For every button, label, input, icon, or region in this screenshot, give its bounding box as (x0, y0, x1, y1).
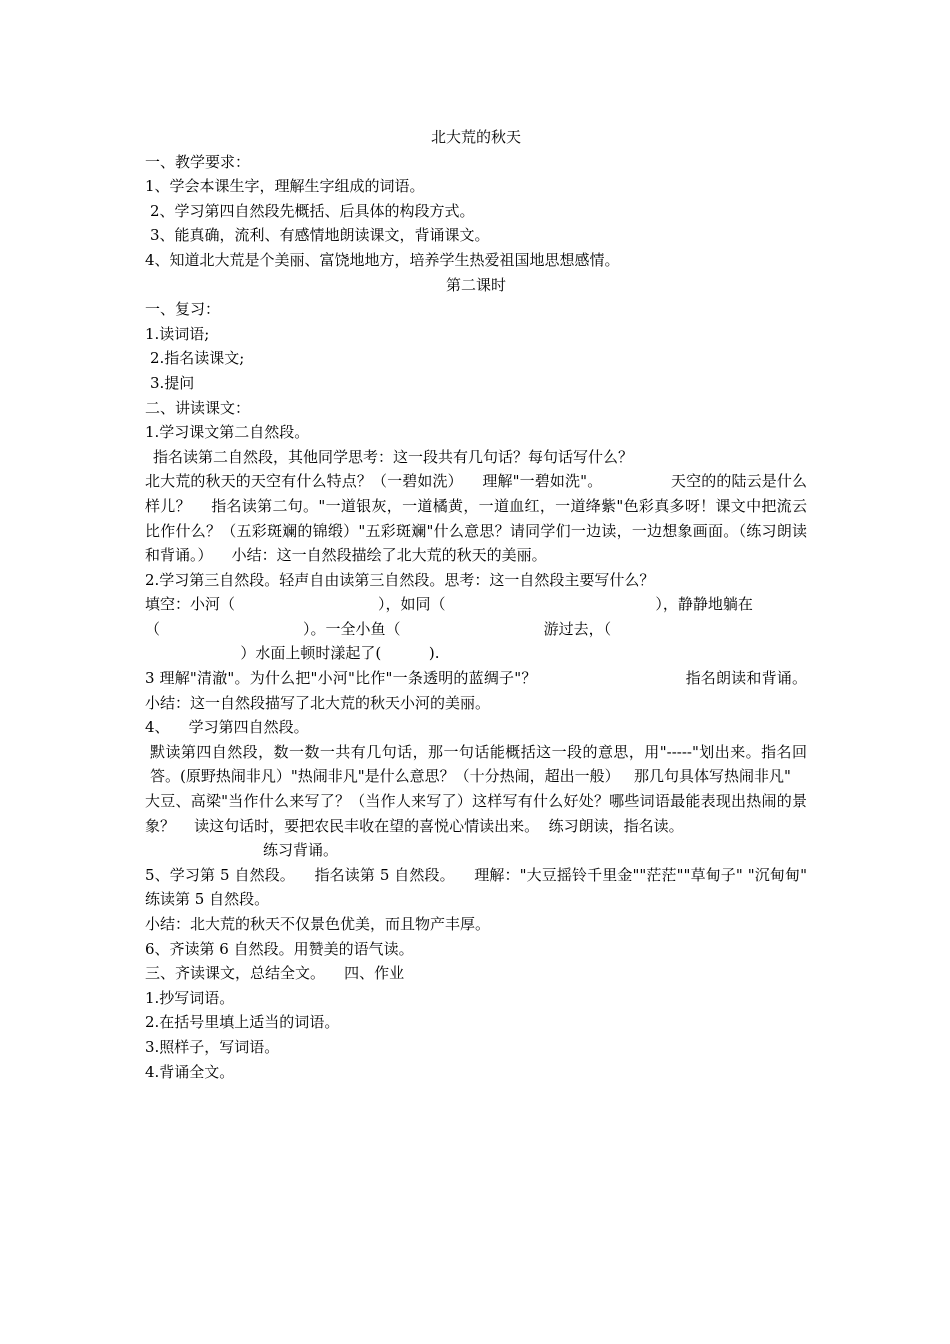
section-heading-explain: 二、讲读课文： (145, 398, 251, 417)
requirement-4: 4、知道北大荒是个美丽、富饶地地方，培养学生热爱祖国地思想感情。 (145, 250, 620, 269)
paragraph3-fill-line-2: （ ）。一全小鱼（ 游过去，（ (145, 619, 612, 638)
document-title: 北大荒的秋天 (430, 128, 521, 146)
paragraph3-fill-line-3: ）水面上顿时漾起了( ). (145, 644, 440, 663)
requirement-3: 3、能真确，流利、有感情地朗读课文，背诵课文。 (150, 226, 490, 245)
paragraph2-question: 指名读第二自然段，其他同学思考：这一段共有几句话？每句话写什么？ (153, 447, 634, 466)
paragraph3-fill-line-1: 填空：小河（ ），如同（ ），静静地躺在 (145, 595, 753, 614)
paragraph6-line: 6、齐读第 6 自然段。用赞美的语气读。 (145, 939, 414, 958)
paragraph3-understand: 3 理解"清澈"。为什么把"小河"比作"一条透明的蓝绸子"？ 指名朗读和背诵。 小结：这一自然段描写了北大荒的秋天小河的美丽。 (145, 669, 827, 712)
paragraph3-heading: 2.学习第三自然段。轻声自由读第三自然段。思考：这一自然段主要写什么？ (145, 570, 655, 589)
paragraph2-body: 北大荒的秋天的天空有什么特点？（一碧如洗） 理解"一碧如洗"。 天空的的陆云是什么样儿？ 指名读第二句。"一道银灰，一道橘黄，一道血红，一道绛紫"色彩真多呀！课文中把流云比作什么？（五彩斑斓的锦缎）"五彩斑斓"什么意思？请同学们一边读，一边想象画面。（练习朗读和背诵。） 小结：这一自然段描绘了北大荒的秋天的美丽。 (145, 472, 807, 565)
paragraph4-heading: 4、 学习第四自然段。 (145, 718, 309, 737)
review-item-3: 3.提问 (150, 373, 195, 392)
paragraph4-body-1: 默读第四自然段，数一数一共有几句话，那一句话能概括这一段的意思，用"-----"划出来。指名回答。(原野热闹非凡）"热闹非凡"是什么意思？（十分热闹，超出一般） 那几句具体写热闹非凡" (150, 742, 807, 786)
paragraph5-body: 5、学习第 5 自然段。 指名读第 5 自然段。 理解："大豆摇铃千里金""茫茫""草甸子" "沉甸甸" 练读第 5 自然段。 (145, 865, 812, 909)
section-heading-review: 一、复习： (145, 300, 221, 319)
paragraph4-body-2: 大豆、高梁"当作什么来写了？（当作人来写了）这样写有什么好处？哪些词语最能表现出热闹的景象？ 读这句话时，要把农民丰收在望的喜悦心情读出来。 练习朗读，指名读。 (145, 792, 807, 835)
section-heading-requirements: 一、教学要求： (145, 152, 251, 171)
document-body (145, 125, 827, 1084)
paragraph4-practice: 练习背诵。 (263, 841, 339, 860)
section3-line: 三、齐读课文，总结全文。 四、作业 (145, 964, 405, 983)
homework-item-3: 3.照样子，写词语。 (145, 1037, 280, 1056)
requirement-2: 2、学习第四自然段先概括、后具体的构段方式。 (150, 201, 475, 220)
paragraph2-heading: 1.学习课文第二自然段。 (145, 423, 310, 442)
summary-line: 小结：北大荒的秋天不仅景色优美，而且物产丰厚。 (145, 915, 491, 933)
homework-item-2: 2.在括号里填上适当的词语。 (145, 1013, 340, 1032)
lesson-heading: 第二课时 (445, 275, 506, 294)
homework-item-1: 1.抄写词语。 (145, 988, 235, 1007)
homework-item-4: 4.背诵全文。 (145, 1062, 235, 1081)
requirement-1: 1、学会本课生字，理解生字组成的词语。 (145, 177, 425, 196)
review-item-2: 2.指名读课文; (150, 349, 245, 368)
review-item-1: 1.读词语; (145, 324, 210, 343)
